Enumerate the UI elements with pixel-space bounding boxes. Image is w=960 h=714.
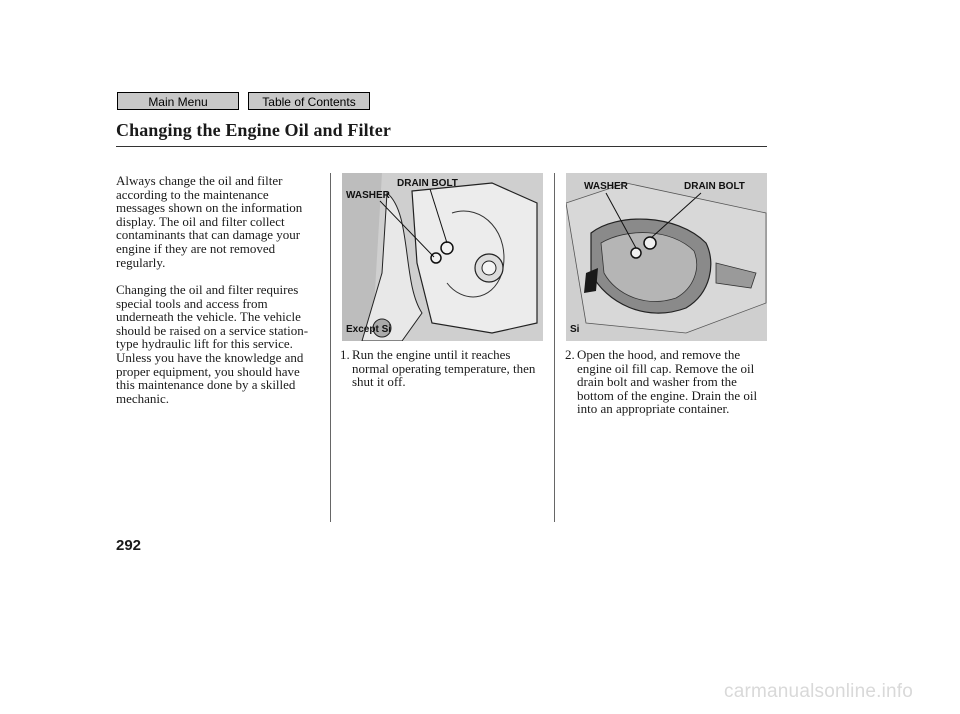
page-number: 292 <box>116 537 142 554</box>
step-1 <box>340 348 540 389</box>
section-title: Changing the Engine Oil and Filter <box>116 120 391 140</box>
drain-bolt-label: DRAIN BOLT <box>684 181 745 192</box>
figure-except-si <box>342 173 543 341</box>
table-of-contents-button[interactable]: Table of Contents <box>248 92 370 110</box>
column-divider-1 <box>330 173 331 522</box>
washer-label: WASHER <box>346 190 390 201</box>
column-divider-2 <box>554 173 555 522</box>
watermark: carmanualsonline.info <box>724 681 914 702</box>
step-text: Run the engine until it reaches normal operating temperature, then shut it off. <box>352 347 536 390</box>
washer-label: WASHER <box>584 181 628 192</box>
engine-underside-si-illustration <box>566 173 767 341</box>
step-number: 1. <box>340 347 350 362</box>
step-number: 2. <box>565 347 575 362</box>
intro-paragraph-1: Always change the oil and filter according to the maintenance messages shown on the information display. The oil and filter collect contaminants that can damage your engine if they are not removed regularly. <box>116 173 303 270</box>
figure-si <box>566 173 767 341</box>
intro-paragraph-2: Changing the oil and filter requires special tools and access from underneath the vehicle. The vehicle should be raised on a service station-type hydraulic lift for this service. Unless you have the knowledge and proper equipment, you should have this maintenance done by a skilled mechanic. <box>116 282 309 406</box>
step-2 <box>565 348 770 416</box>
step-text: Open the hood, and remove the engine oil fill cap. Remove the oil drain bolt and washer from the bottom of the engine. Drain the oil into an appropriate container. <box>577 347 758 417</box>
figure-caption-si: Si <box>570 324 580 335</box>
title-divider <box>116 146 767 147</box>
figure-caption-except-si: Except Si <box>346 324 392 335</box>
drain-bolt-label: DRAIN BOLT <box>397 178 458 189</box>
main-menu-button[interactable]: Main Menu <box>117 92 239 110</box>
